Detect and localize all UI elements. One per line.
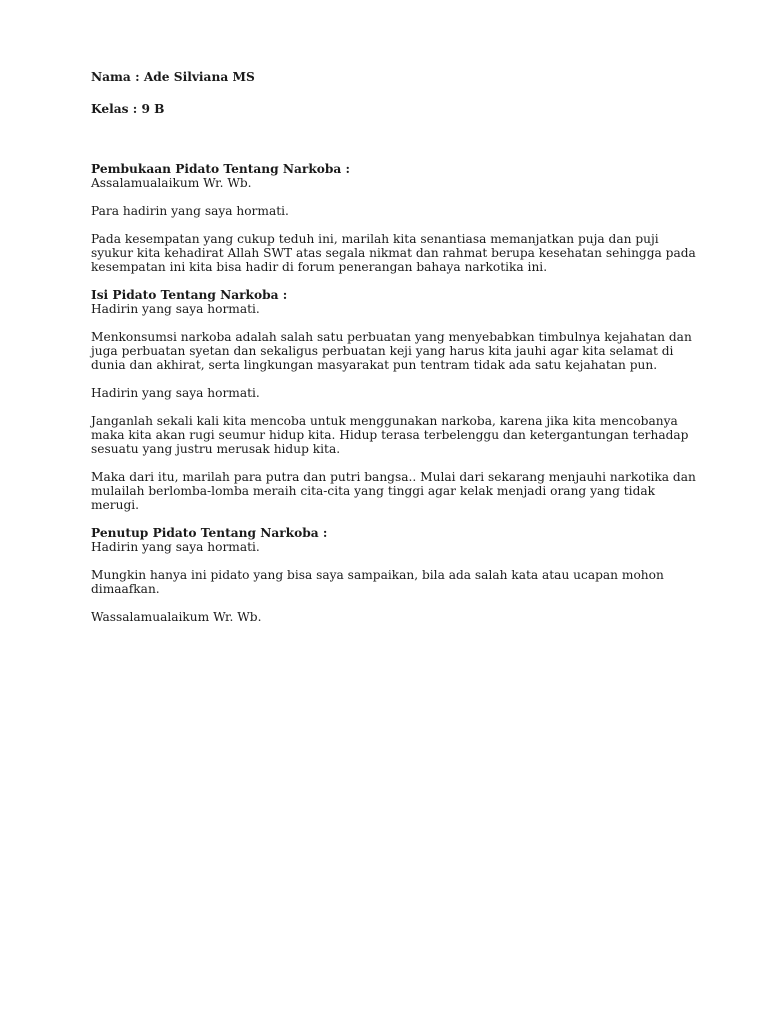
opening-paragraph [91,232,696,274]
paragraph-line: Janganlah sekali kali kita mencoba untuk menggunakan narkoba, karena jika kita mencobanya [91,414,678,428]
paragraph-line: syukur kita kehadirat Allah SWT atas segala nikmat dan rahmat berupa kesehatan sehingga pada [91,246,696,260]
paragraph-line: sesuatu yang justru merusak hidup kita. [91,442,341,456]
closing-paragraph [91,568,691,596]
paragraph-line: mulailah berlomba-lomba meraih cita-cita yang tinggi agar kelak menjadi orang yang tidak [91,484,656,498]
paragraph-line: dimaafkan. [91,582,160,596]
closing-greeting: Hadirin yang saya hormati. [91,540,260,554]
paragraph-line: Pada kesempatan yang cukup teduh ini, marilah kita senantiasa memanjatkan puja dan puji [91,232,659,246]
body-paragraph-1 [91,330,691,372]
section-heading-pembukaan: Pembukaan Pidato Tentang Narkoba : [91,162,351,176]
section-heading-isi: Isi Pidato Tentang Narkoba : [91,288,288,302]
opening-salam: Assalamualaikum Wr. Wb. [91,176,252,190]
document-body [91,70,696,624]
body-paragraph-3 [91,470,696,512]
section-heading-penutup: Penutup Pidato Tentang Narkoba : [91,526,328,540]
body-paragraph-2 [91,414,691,456]
body-greeting-2: Hadirin yang saya hormati. [91,386,260,400]
paragraph-line: maka kita akan rugi seumur hidup kita. Hidup terasa terbelenggu dan ketergantungan terhadap [91,428,689,442]
paragraph-line: Menkonsumsi narkoba adalah salah satu perbuatan yang menyebabkan timbulnya kejahatan dan [91,330,692,344]
paragraph-line: Maka dari itu, marilah para putra dan putri bangsa.. Mulai dari sekarang menjauhi narkotika dan [91,470,696,484]
student-class: Kelas : 9 B [91,102,165,116]
closing-salam: Wassalamualaikum Wr. Wb. [91,610,262,624]
opening-greeting: Para hadirin yang saya hormati. [91,204,289,218]
paragraph-line: merugi. [91,498,140,512]
body-greeting: Hadirin yang saya hormati. [91,302,260,316]
paragraph-line: dunia dan akhirat, serta lingkungan masyarakat pun tentram tidak ada satu kejahatan pun. [91,358,658,372]
paragraph-line: juga perbuatan syetan dan sekaligus perbuatan keji yang harus kita jauhi agar kita selamat di [91,344,674,358]
paragraph-line: Mungkin hanya ini pidato yang bisa saya sampaikan, bila ada salah kata atau ucapan mohon [91,568,664,582]
paragraph-line: kesempatan ini kita bisa hadir di forum penerangan bahaya narkotika ini. [91,260,548,274]
student-name: Nama : Ade Silviana MS [91,70,255,84]
